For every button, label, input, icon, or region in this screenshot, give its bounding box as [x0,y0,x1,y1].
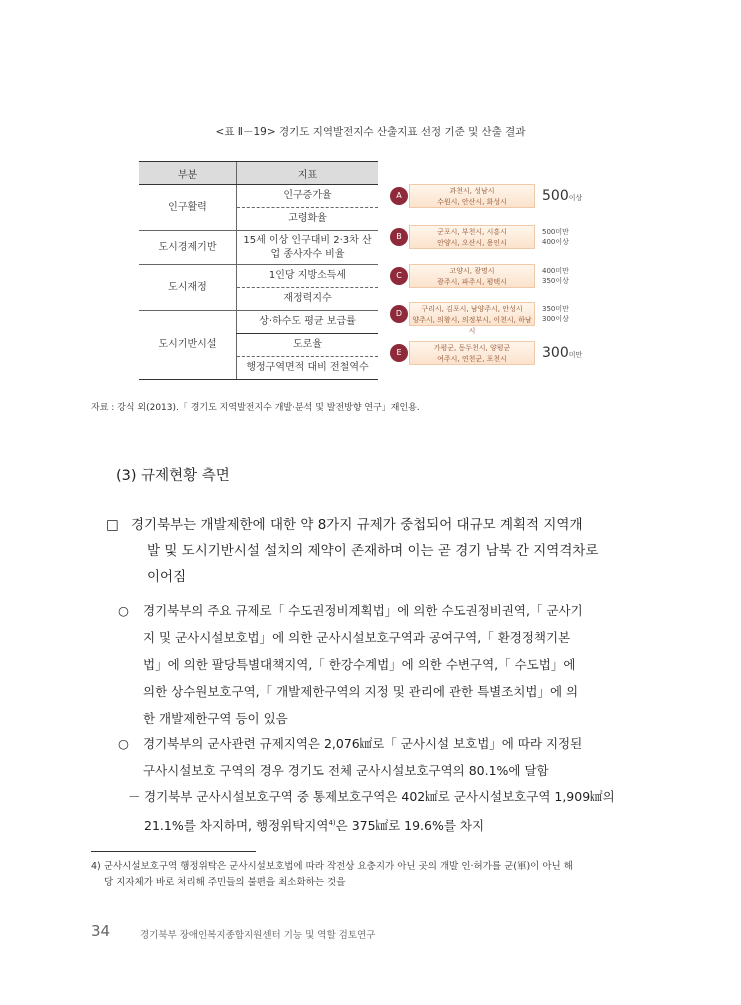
grade-cities-line: 수원시, 안산시, 화성시 [437,198,507,206]
indicator-cell: 재정력지수 [237,288,379,311]
running-title: 경기북부 장애인복지종합지원센터 기능 및 역할 검토연구 [140,930,376,941]
grade-row-b [390,225,590,255]
grade-cities [409,302,535,335]
grade-row-d [390,302,590,335]
paragraph-line: 이어짐 [147,569,187,585]
table-caption: <표 Ⅱ－19> 경기도 지역발전지수 산출지표 선정 기준 및 산출 결과 [215,126,526,138]
indicator-cell: 행정구역면적 대비 전철역수 [237,357,379,380]
grade-cities-line: 고양시, 광명시 [449,267,495,275]
footnote-line [91,859,651,875]
paragraph-line: 경기북부 군사시설보호구역 중 통제보호구역은 402㎢로 군사시설보호구역 1,909㎢의 [144,789,615,804]
grade-range-line: 400이상 [542,238,569,246]
grade-cities-line: 양주시, 의왕시, 의정부시, 이천시, 하남시 [412,316,532,335]
grade-badge: A [390,187,408,205]
grade-cities [409,184,535,208]
grade-cities [409,264,535,288]
circle-bullet-icon: ○ [118,736,129,751]
line-text: 21.1%를 차지하며, 행정위탁지역 [144,818,329,834]
grade-range-line: 350이상 [542,277,569,285]
grade-range-line: 500미만 [542,228,569,236]
main-paragraph [131,512,651,590]
footnote-number: 4) [91,861,101,872]
grade-cities-line: 과천시, 성남시 [449,187,495,195]
category-cell: 도시재정 [139,265,237,311]
circle-bullet-icon: ○ [118,603,129,618]
grade-row-a [390,184,590,214]
indicator-cell: 1인당 지방소득세 [237,265,379,288]
grade-row-e [390,341,590,371]
dash-bullet-icon: － [128,789,141,804]
table-source: 자료 : 강식 외(2013).「 경기도 지역발전지수 개발·분석 및 발전방향 연구」재인용. [91,403,420,413]
header-category: 부분 [139,162,237,185]
indicator-cell: 도로율 [237,334,379,357]
grade-range [542,186,590,208]
grade-range-number: 500 [542,188,569,204]
table-row [139,185,378,208]
grade-badge: D [390,305,408,323]
grade-cities-line: 안양시, 오산시, 용인시 [437,239,507,247]
grade-range-suffix: 미만 [568,351,583,359]
paragraph-line: 구사시설보호 구역의 경우 경기도 전체 군사시설보호구역의 80.1%에 달함 [143,763,549,778]
table-row [139,265,378,288]
grade-badge: E [390,344,408,362]
category-cell: 인구활력 [139,185,237,231]
grade-cities-line: 여주시, 연천군, 포천시 [437,355,507,363]
grade-range-line: 400미만 [542,267,569,275]
grade-cities [409,341,535,365]
paragraph-line: 의한 상수원보호구역,「 개발제한구역의 지정 및 관리에 관한 특별조치법」에 의 [143,684,579,699]
grade-range-line: 350미만 [542,305,569,313]
grade-range-line: 300이상 [542,315,569,323]
footnote [91,859,651,891]
paragraph-line [144,810,654,839]
footnote-line: 당 지자체가 바로 처리해 주민들의 불편을 최소화하는 것을 [104,877,346,888]
paragraph-line: 한 개발제한구역 등이 있음 [143,711,288,726]
sub-paragraph [143,730,653,784]
category-cell: 도시경제기반 [139,231,237,265]
grade-cities-line: 광주시, 파주시, 평택시 [437,278,507,286]
indicator-cell: 고령화율 [237,208,379,231]
grade-range [542,266,590,286]
grade-cities-line: 가평군, 동두천시, 양평군 [433,344,511,352]
table-row [139,231,378,265]
table-row [139,311,378,334]
footnote-text: 군사시설보호구역 행정위탁은 군사시설보호법에 따라 작전상 요충지가 아닌 곳의 개발 인·허가를 군(軍)이 아닌 해 [103,861,573,872]
indicator-cell: 인구증가율 [237,185,379,208]
table-header-row [139,162,378,185]
grade-row-c [390,264,590,294]
grade-badge: C [390,267,408,285]
grade-range-number: 300 [542,345,569,361]
paragraph-line: 법」에 의한 팔당특별대책지역,「 한강수계법」에 의한 수변구역,「 수도법」에 [143,657,576,672]
grade-cities-line: 군포시, 부천시, 시흥시 [437,228,507,236]
category-cell: 도시기반시설 [139,311,237,380]
footnote-reference[interactable]: 4) [328,819,336,827]
line-text: 은 375㎢로 19.6%를 차지 [335,818,485,834]
page-number: 34 [91,922,111,940]
paragraph-line: 경기북부의 주요 규제로「 수도권정비계획법」에 의한 수도권정비권역,「 군사기 [143,603,583,618]
grade-range [542,343,590,365]
paragraph-line: 지 및 군사시설보호법」에 의한 군사시설보호구역과 공여구역,「 환경정책기본 [143,630,571,645]
sub-paragraph [143,597,653,732]
indicator-cell: 15세 이상 인구대비 2·3차 산업 종사자수 비율 [237,231,379,265]
section-title: (3) 규제현황 측면 [116,468,230,484]
grade-range [542,227,590,247]
paragraph-line: 발 및 도시기반시설 설치의 제약이 존재하며 이는 곧 경기 남북 간 지역격차로 [147,543,599,559]
grade-range-suffix: 이상 [568,194,583,202]
paragraph-line: 경기북부는 개발제한에 대한 약 8가지 규제가 중첩되어 대규모 계획적 지역개 [131,517,583,533]
grade-cities [409,225,535,249]
grade-cities-line: 구리시, 김포시, 남양주시, 안성시 [421,305,523,313]
grade-range [542,304,590,324]
indicator-cell: 상·하수도 평균 보급률 [237,311,379,334]
dash-paragraph [144,783,654,839]
paragraph-line: 경기북부의 군사관련 규제지역은 2,076㎢로「 군사시설 보호법」에 따라 지정된 [143,736,583,751]
square-bullet-icon: □ [106,517,119,533]
footnote-divider [91,851,256,852]
header-indicator: 지표 [237,162,379,185]
grade-badge: B [390,228,408,246]
indicator-table [139,161,378,380]
